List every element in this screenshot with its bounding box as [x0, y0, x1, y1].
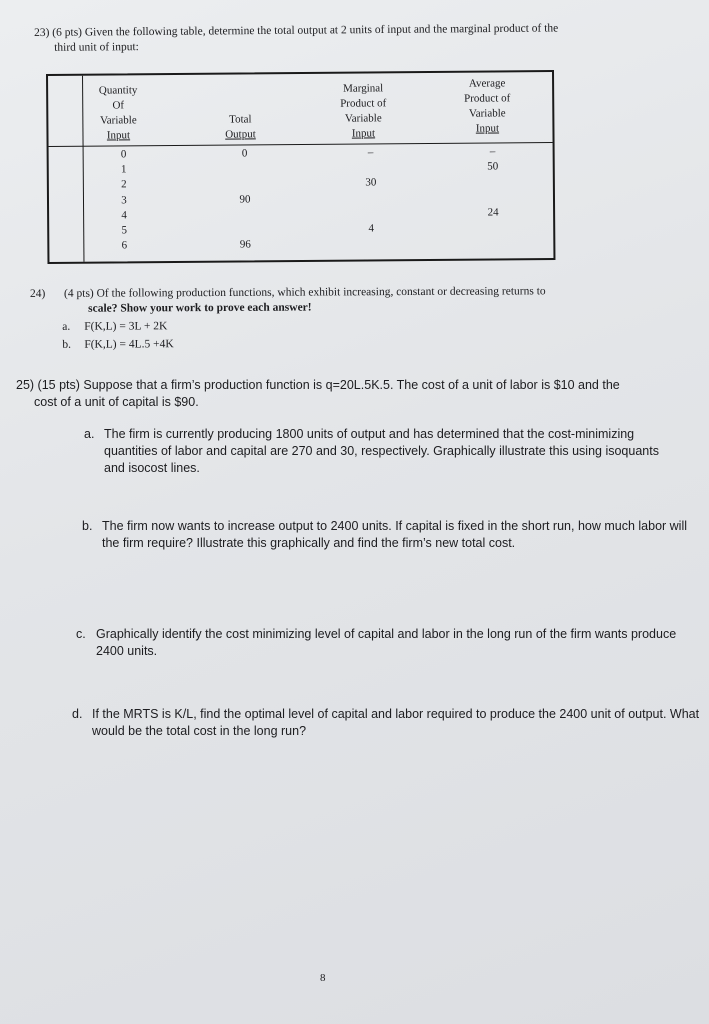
question-25-part-c: c. Graphically identify the cost minimizing level of capital and labor in the long run of the firm wants produce 2400 units.	[76, 627, 677, 658]
table-cell: 4	[121, 209, 127, 222]
column-marginal-product	[351, 145, 392, 252]
column-total-output	[225, 146, 266, 253]
header-quantity: Quantity Of Variable Input	[98, 84, 138, 142]
question-24-number: 24)	[30, 287, 46, 300]
table-cell	[351, 191, 391, 207]
question-25	[16, 377, 692, 411]
header-average-product: Average Product of Variable Input	[464, 77, 511, 135]
table-cell: 30	[365, 176, 377, 189]
table-cell: 0	[241, 147, 248, 160]
table-cell: 50	[487, 160, 499, 173]
question-23-line-1: 23) (6 pts) Given the following table, determine the total output at 2 units of input and the marginal product of the	[34, 22, 559, 39]
table-cell: 0	[120, 148, 127, 161]
question-25-line-2: cost of a unit of capital is $90.	[34, 395, 199, 409]
table-cell	[473, 220, 513, 236]
table-cell: 3	[121, 193, 127, 206]
table-cell: 1	[120, 163, 127, 176]
question-23-line-2: third unit of input:	[54, 41, 139, 54]
table-cell: 2	[121, 178, 127, 191]
question-25-part-a: a. The firm is currently producing 1800 units of output and has determined that the cost-minimizing quantities of labor and capital are 270 and 30, respectively. Graphically illustrate this using isoquants and isocost lines.	[84, 427, 659, 475]
table-cell: 24	[487, 206, 499, 219]
question-24	[30, 284, 690, 351]
table-cell	[351, 206, 391, 222]
table-cell	[225, 222, 265, 238]
table-cell: 90	[239, 192, 251, 206]
header-marginal-product: Marginal Product of Variable Input	[340, 82, 387, 140]
table-cell	[473, 190, 513, 206]
production-table	[46, 70, 555, 264]
header-total-output: Total Output	[225, 113, 256, 141]
table-cell	[351, 236, 391, 252]
question-24-line-2: scale? Show your work to prove each answer!	[88, 301, 312, 315]
page-number: 8	[320, 972, 326, 984]
table-cell	[225, 177, 265, 193]
table-cell: 5	[121, 224, 128, 237]
question-25-line-1: 25) (15 pts) Suppose that a firm’s production function is q=20L.5K.5. The cost of a unit of labor is $10 and the	[16, 378, 620, 392]
table-cell	[351, 160, 391, 176]
table-cell: 6	[121, 239, 128, 252]
question-24-line-1: (4 pts) Of the following production functions, which exhibit increasing, constant or decreasing returns to	[64, 285, 546, 300]
table-cell	[473, 175, 513, 191]
question-24-text	[64, 284, 684, 317]
question-25-part-b: b. The firm now wants to increase output to 2400 units. If capital is fixed in the short run, how much labor will the firm require? Illustrate this graphically and find the firm’s new total cost.	[82, 519, 688, 550]
question-25-part-d: d. If the MRTS is K/L, find the optimal level of capital and labor required to produce the 2400 unit of output. What would be the total cost in the long run?	[72, 707, 700, 738]
question-24-item-b: b. F(K,L) = 4L.5 +4K	[62, 338, 174, 351]
table-cell: –	[367, 146, 374, 159]
table-cell	[225, 161, 265, 177]
table-cell	[473, 235, 513, 251]
question-24-item-a: a. F(K,L) = 3L + 2K	[62, 320, 168, 333]
column-average-product	[473, 144, 514, 251]
question-23	[34, 20, 684, 56]
column-quantity	[109, 147, 140, 254]
table-cell: –	[489, 145, 496, 158]
table-cell: 4	[368, 222, 375, 235]
table-cell: 96	[239, 238, 251, 251]
table-cell	[225, 207, 265, 223]
